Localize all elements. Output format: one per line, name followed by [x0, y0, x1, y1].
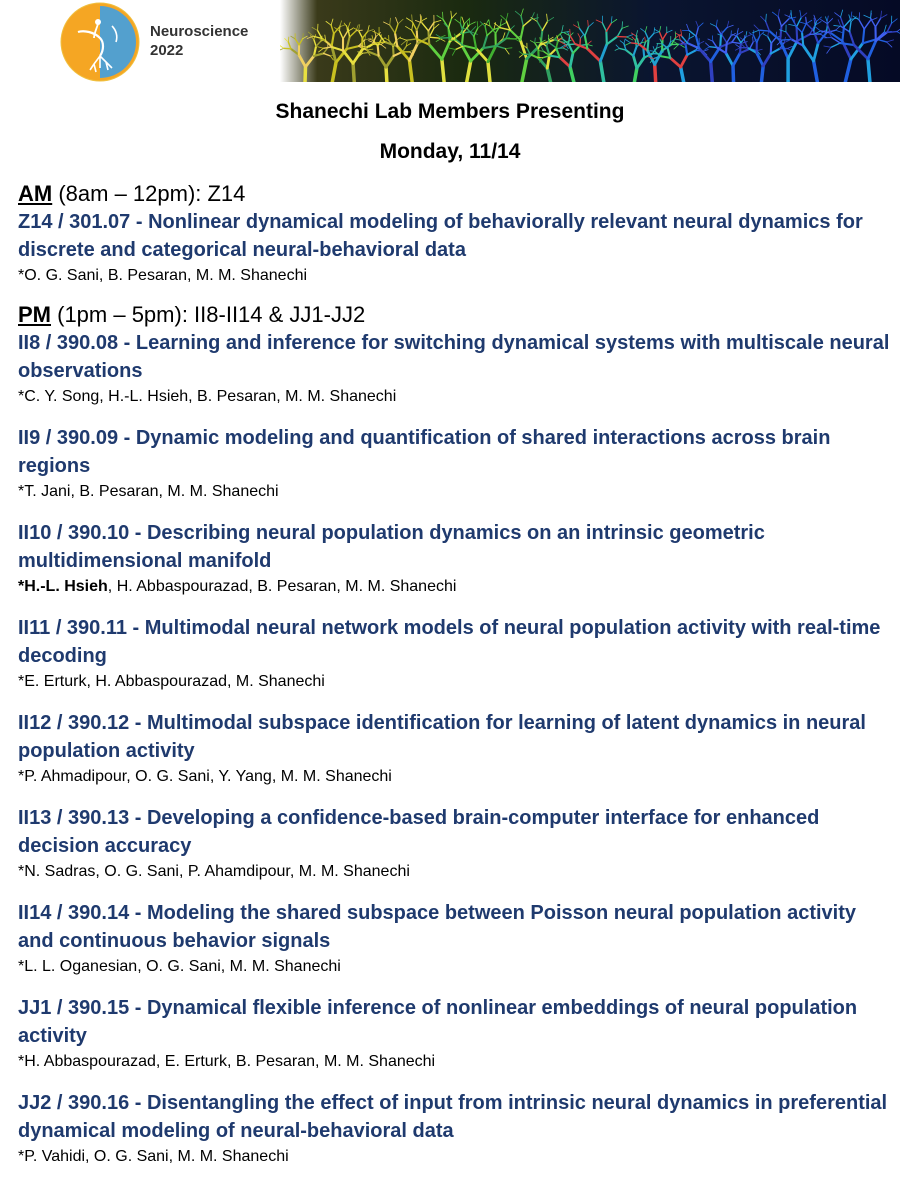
abstract-item: [18, 804, 893, 883]
abstract-authors: *N. Sadras, O. G. Sani, P. Ahamdipour, M. M. Shanechi: [18, 863, 410, 880]
session-detail: (8am – 12pm): Z14: [52, 181, 246, 206]
header: [0, 0, 900, 86]
abstract-authors: [18, 576, 893, 598]
abstract-item: [18, 614, 893, 693]
neuron-microscopy-banner: [280, 0, 900, 82]
abstract-item: [18, 208, 893, 287]
abstract-authors: *P. Vahidi, O. G. Sani, M. M. Shanechi: [18, 1148, 289, 1165]
page-date: Monday, 11/14: [379, 140, 521, 163]
abstract-item: [18, 329, 893, 408]
session-pm-heading: [18, 301, 893, 329]
abstract-item: [18, 709, 893, 788]
abstract-item: [18, 424, 893, 503]
page-title: Shanechi Lab Members Presenting: [275, 100, 625, 123]
abstract-item: [18, 899, 893, 978]
abstract-authors: *O. G. Sani, B. Pesaran, M. M. Shanechi: [18, 267, 308, 284]
logo-line-2: 2022: [150, 42, 184, 59]
session-detail: (1pm – 5pm): II8-II14 & JJ1-JJ2: [51, 302, 366, 327]
abstract-item: [18, 519, 893, 598]
abstract-title: II13 / 390.13 - Developing a confidence-based brain-computer interface for enhanced decision accuracy: [18, 807, 820, 857]
abstract-authors: *P. Ahmadipour, O. G. Sani, Y. Yang, M. M. Shanechi: [18, 768, 392, 785]
abstract-title: Z14 / 301.07 - Nonlinear dynamical modeling of behaviorally relevant neural dynamics for discrete and categorical neural-behavioral data: [18, 211, 863, 261]
abstract-title: II8 / 390.08 - Learning and inference for switching dynamical systems with multiscale neural observations: [18, 332, 890, 382]
abstract-authors: *E. Erturk, H. Abbaspourazad, M. Shanechi: [18, 673, 325, 690]
schedule: [18, 180, 893, 1168]
abstract-authors: *H. Abbaspourazad, E. Erturk, B. Pesaran, M. M. Shanechi: [18, 1053, 436, 1070]
logo-text: [150, 22, 248, 60]
abstract-title: JJ2 / 390.16 - Disentangling the effect of input from intrinsic neural dynamics in preferential dynamical modeling of neural-behavioral data: [18, 1092, 888, 1142]
session-am-heading: [18, 180, 893, 208]
presenting-author: *H.-L. Hsieh: [18, 578, 108, 595]
abstract-title: JJ1 / 390.15 - Dynamical flexible inference of nonlinear embeddings of neural population activity: [18, 997, 858, 1047]
abstract-authors: *L. L. Oganesian, O. G. Sani, M. M. Shanechi: [18, 958, 341, 975]
neuron-logo-icon: [60, 2, 140, 82]
abstract-title: II10 / 390.10 - Describing neural population dynamics on an intrinsic geometric multidimensional manifold: [18, 522, 765, 572]
session-label: PM: [18, 302, 51, 327]
abstract-title: II14 / 390.14 - Modeling the shared subspace between Poisson neural population activity and continuous behavior signals: [18, 902, 856, 952]
session-label: AM: [18, 181, 53, 206]
logo-line-1: Neuroscience: [150, 23, 249, 40]
abstract-item: [18, 1089, 893, 1168]
co-authors: , H. Abbaspourazad, B. Pesaran, M. M. Shanechi: [107, 578, 457, 595]
abstract-title: II11 / 390.11 - Multimodal neural network models of neural population activity with real-time decoding: [18, 617, 881, 667]
abstract-title: II12 / 390.12 - Multimodal subspace identification for learning of latent dynamics in neural population activity: [18, 712, 866, 762]
abstract-authors: *T. Jani, B. Pesaran, M. M. Shanechi: [18, 483, 279, 500]
abstract-authors: *C. Y. Song, H.-L. Hsieh, B. Pesaran, M. M. Shanechi: [18, 388, 397, 405]
abstract-item: [18, 994, 893, 1073]
abstract-title: II9 / 390.09 - Dynamic modeling and quantification of shared interactions across brain regions: [18, 427, 831, 477]
